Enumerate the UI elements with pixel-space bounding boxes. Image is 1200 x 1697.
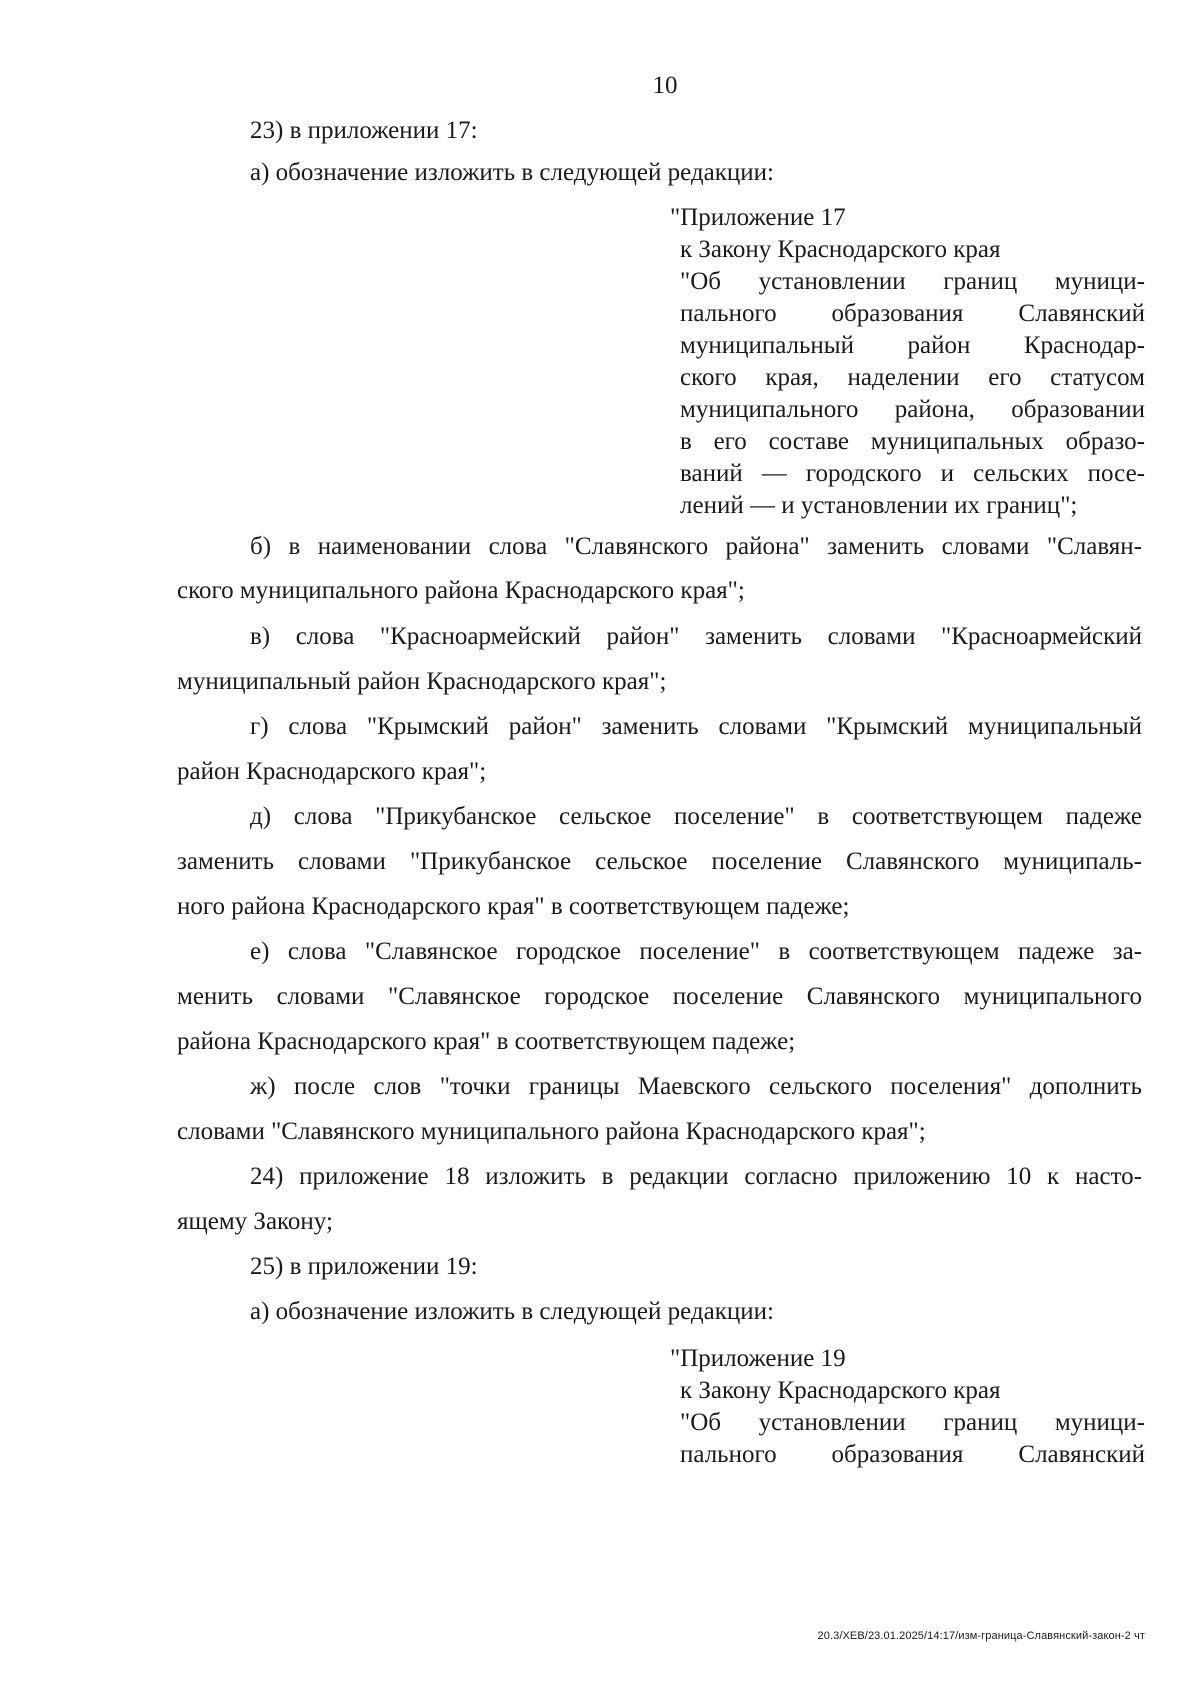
appendix-19-designation [670,1344,1145,1472]
item-23-heading: 23) в приложении 17: [250,117,478,144]
designation-line: муниципальный район Краснодар- [680,332,1145,359]
item-23-v-line2: муниципальный район Краснодарского края"; [177,668,667,695]
item-23-e-line3: района Краснодарского края" в соответствующем падеже; [177,1028,796,1055]
item-23-g-line2: район Краснодарского края"; [177,758,487,785]
item-24-line2: ящему Закону; [177,1208,333,1235]
item-23-a: а) обозначение изложить в следующей редакции: [250,159,774,186]
item-23-e-line2: менить словами "Славянское городское поселение Славянского муниципального [177,983,1142,1010]
designation-line: к Закону Краснодарского края [680,236,1001,263]
page-number: 10 [652,72,678,99]
designation-line: пального образования Славянский [680,1441,1145,1468]
item-23-d-line3: ного района Краснодарского края" в соответствующем падеже; [177,893,850,920]
designation-line: "Об установлении границ муници- [680,268,1145,295]
item-23-g-line1: г) слова "Крымский район" заменить словами "Крымский муниципальный [250,713,1142,740]
item-23-zh-line2: словами "Славянского муниципального района Краснодарского края"; [177,1118,926,1145]
designation-line: "Об установлении границ муници- [680,1409,1145,1436]
item-25-a: а) обозначение изложить в следующей редакции: [250,1298,774,1325]
designation-line: к Закону Краснодарского края [680,1377,1001,1404]
designation-line: муниципального района, образовании [680,396,1145,423]
designation-line: ваний — городского и сельских посе- [680,460,1145,487]
item-23-d-line2: заменить словами "Прикубанское сельское поселение Славянского муниципаль- [177,848,1142,875]
designation-line: в его составе муниципальных образо- [680,428,1145,455]
item-25-heading: 25) в приложении 19: [250,1253,478,1280]
document-footer-code: 20.3/ХЕВ/23.01.2025/14:17/изм-граница-Славянский-закон-2 чт [817,1630,1145,1642]
item-23-zh-line1: ж) после слов "точки границы Маевского сельского поселения" дополнить [250,1073,1142,1100]
item-23-v-line1: в) слова "Красноармейский район" заменить словами "Красноармейский [250,623,1142,650]
designation-line: пального образования Славянский [680,300,1145,327]
item-23-e-line1: е) слова "Славянское городское поселение" в соответствующем падеже за- [250,938,1142,965]
item-23-b-line2: ского муниципального района Краснодарского края"; [177,577,745,604]
designation-line: "Приложение 19 [670,1345,846,1372]
designation-line: ского края, наделении его статусом [680,364,1145,391]
appendix-17-designation [670,203,1145,523]
designation-line: лений — и установлении их границ"; [680,492,1078,519]
item-24-line1: 24) приложение 18 изложить в редакции согласно приложению 10 к насто- [250,1163,1142,1190]
designation-line: "Приложение 17 [670,204,846,231]
item-23-d-line1: д) слова "Прикубанское сельское поселение" в соответствующем падеже [250,803,1142,830]
item-23-b-line1: б) в наименовании слова "Славянского района" заменить словами "Славян- [250,533,1142,560]
